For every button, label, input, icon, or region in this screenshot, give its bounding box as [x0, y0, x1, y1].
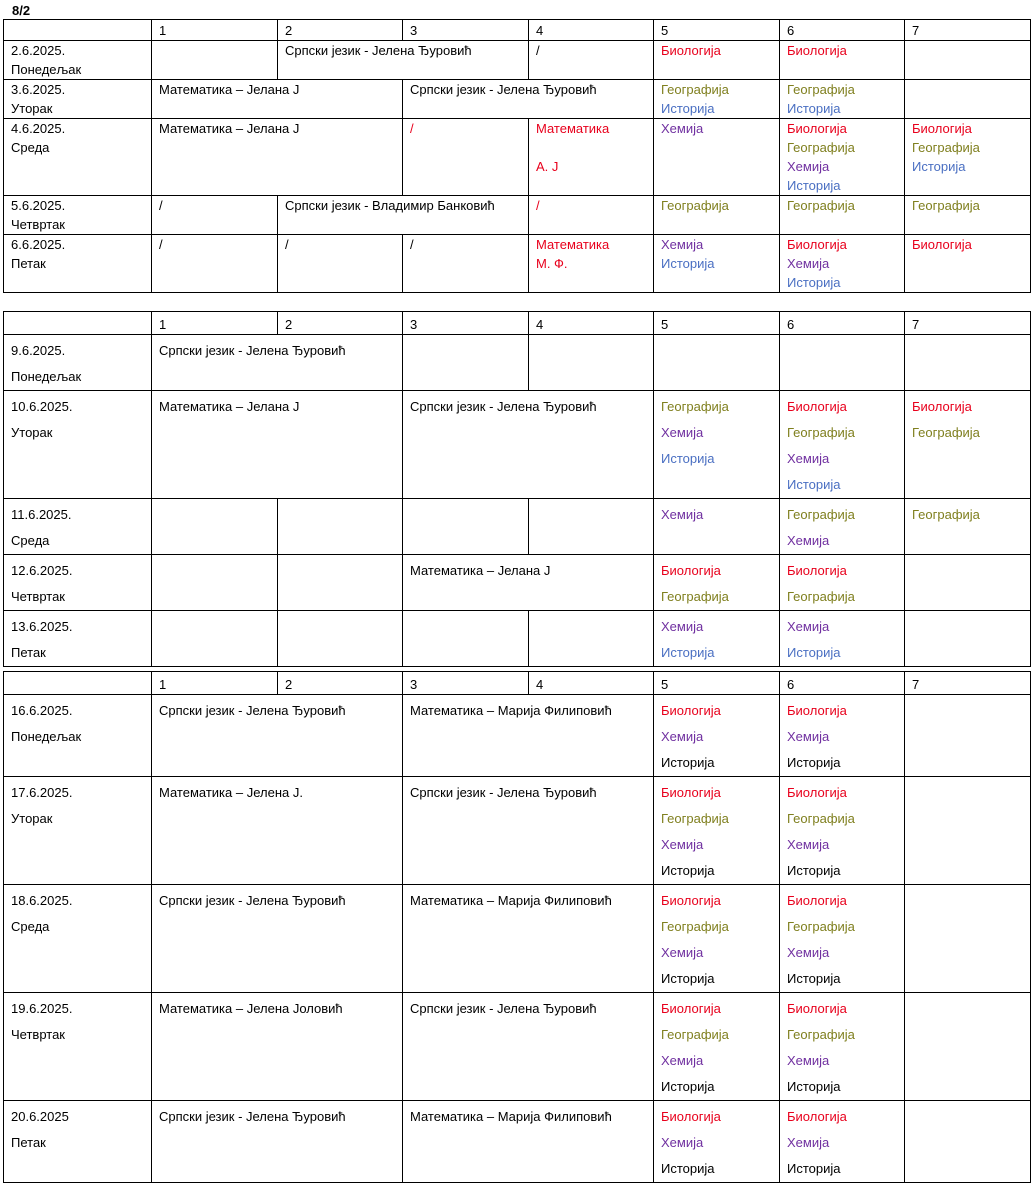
- subject-entry: Српски језик - Јелена Ђуровић: [285, 43, 472, 58]
- lesson-cell: [905, 611, 1031, 667]
- lesson-cell: [278, 555, 403, 611]
- subject-entry: /: [536, 198, 540, 213]
- period-number: 6: [780, 672, 905, 695]
- subject-entry: Математика – Марија Филиповић: [410, 1109, 612, 1124]
- subject-entry: Историја: [787, 1079, 841, 1094]
- lesson-cell: [780, 335, 905, 391]
- lesson-cell: [278, 235, 403, 293]
- subject-entry: Српски језик - Јелена Ђуровић: [410, 399, 597, 414]
- subject-entry: Хемија: [661, 121, 704, 136]
- subject-entry: Хемија: [787, 533, 830, 548]
- subject-entry: Историја: [661, 971, 715, 986]
- lesson-cell: [278, 611, 403, 667]
- subject-entry: Хемија: [787, 256, 830, 271]
- lesson-cell: [152, 80, 403, 119]
- period-number: 2: [278, 672, 403, 695]
- subject-entry: Математика – Јелана Ј: [159, 82, 300, 97]
- lesson-cell: [403, 235, 529, 293]
- weekday-label: Понедељак: [11, 729, 82, 744]
- subject-entry: Хемија: [787, 837, 830, 852]
- lesson-cell: [529, 611, 654, 667]
- subject-entry: Историја: [661, 451, 715, 466]
- period-number: 7: [905, 672, 1031, 695]
- period-number: 3: [403, 20, 529, 41]
- period-number: 3: [403, 672, 529, 695]
- subject-entry: Математика – Јелана Ј: [410, 563, 551, 578]
- subject-entry: Хемија: [787, 1053, 830, 1068]
- subject-entry: Историја: [661, 256, 715, 271]
- subject-entry: /: [410, 121, 414, 136]
- lesson-cell: [654, 119, 780, 196]
- lesson-cell: [152, 555, 278, 611]
- lesson-cell: [654, 1101, 780, 1183]
- lesson-cell: [152, 196, 278, 235]
- subject-entry: Биологија: [912, 121, 972, 136]
- subject-entry: Српски језик - Јелена Ђуровић: [159, 343, 346, 358]
- lesson-cell: [905, 499, 1031, 555]
- period-number: 4: [529, 672, 654, 695]
- day-row: [4, 499, 1031, 555]
- lesson-cell: [529, 235, 654, 293]
- subject-entry: Српски језик - Јелена Ђуровић: [159, 703, 346, 718]
- period-number: 6: [780, 20, 905, 41]
- lesson-cell: [905, 41, 1031, 80]
- subject-entry: Географија: [661, 399, 729, 414]
- lesson-cell: [780, 41, 905, 80]
- subject-entry: Биологија: [787, 237, 847, 252]
- lesson-cell: [152, 235, 278, 293]
- period-number: 5: [654, 20, 780, 41]
- lesson-cell: [654, 196, 780, 235]
- lesson-cell: [403, 555, 654, 611]
- lesson-cell: [529, 196, 654, 235]
- lesson-cell: [905, 196, 1031, 235]
- date-cell: [4, 885, 152, 993]
- lesson-cell: [905, 1101, 1031, 1183]
- date-label: 16.6.2025.: [11, 703, 73, 718]
- header-corner-cell: [4, 672, 152, 695]
- lesson-cell: [654, 993, 780, 1101]
- subject-entry: Математика – Јелана Ј: [159, 399, 300, 414]
- subject-entry: Географија: [787, 425, 855, 440]
- lesson-cell: [529, 335, 654, 391]
- subject-entry: Хемија: [787, 729, 830, 744]
- lesson-cell: [905, 885, 1031, 993]
- period-number: 2: [278, 312, 403, 335]
- date-label: 12.6.2025.: [11, 563, 73, 578]
- subject-entry: Историја: [787, 863, 841, 878]
- subject-entry: Биологија: [912, 399, 972, 414]
- date-cell: [4, 235, 152, 293]
- subject-entry: Хемија: [787, 1135, 830, 1150]
- lesson-cell: [654, 555, 780, 611]
- subject-entry: Математика – Марија Филиповић: [410, 703, 612, 718]
- subject-entry: М. Ф.: [536, 256, 568, 271]
- date-label: 17.6.2025.: [11, 785, 73, 800]
- lesson-cell: [905, 335, 1031, 391]
- lesson-cell: [152, 335, 403, 391]
- lesson-cell: [403, 499, 529, 555]
- subject-entry: Биологија: [661, 1109, 721, 1124]
- date-label: 2.6.2025.: [11, 43, 66, 58]
- subject-entry: Хемија: [661, 1135, 704, 1150]
- lesson-cell: [152, 119, 403, 196]
- lesson-cell: [654, 885, 780, 993]
- subject-entry: Географија: [661, 589, 729, 604]
- subject-entry: Српски језик - Јелена Ђуровић: [159, 893, 346, 908]
- day-row: [4, 335, 1031, 391]
- subject-entry: Хемија: [661, 237, 704, 252]
- lesson-cell: [403, 119, 529, 196]
- lesson-cell: [654, 391, 780, 499]
- subject-entry: Историја: [912, 159, 966, 174]
- lesson-cell: [403, 80, 654, 119]
- lesson-cell: [403, 777, 654, 885]
- lesson-cell: [780, 695, 905, 777]
- lesson-cell: [780, 80, 905, 119]
- lesson-cell: [905, 993, 1031, 1101]
- lesson-cell: [905, 695, 1031, 777]
- period-number: 1: [152, 312, 278, 335]
- lesson-cell: [152, 695, 403, 777]
- subject-entry: Географија: [787, 811, 855, 826]
- subject-entry: Хемија: [661, 1053, 704, 1068]
- lesson-cell: [780, 555, 905, 611]
- lesson-cell: [403, 1101, 654, 1183]
- lesson-cell: [654, 695, 780, 777]
- date-cell: [4, 499, 152, 555]
- period-header-row: [4, 312, 1031, 335]
- date-label: 18.6.2025.: [11, 893, 73, 908]
- subject-entry: Историја: [661, 1079, 715, 1094]
- subject-entry: Биологија: [912, 237, 972, 252]
- document-title: 8/2: [12, 3, 31, 18]
- lesson-cell: [529, 41, 654, 80]
- subject-entry: Биологија: [787, 399, 847, 414]
- subject-entry: Географија: [661, 82, 729, 97]
- date-label: 3.6.2025.: [11, 82, 66, 97]
- header-corner-cell: [4, 312, 152, 335]
- subject-entry: Географија: [661, 1027, 729, 1042]
- lesson-cell: [278, 196, 529, 235]
- date-label: 13.6.2025.: [11, 619, 73, 634]
- date-label: 10.6.2025.: [11, 399, 73, 414]
- subject-entry: Историја: [787, 971, 841, 986]
- lesson-cell: [780, 885, 905, 993]
- lesson-cell: [403, 695, 654, 777]
- period-number: 5: [654, 672, 780, 695]
- subject-entry: Математика – Јелана Ј: [159, 121, 300, 136]
- period-number: 6: [780, 312, 905, 335]
- subject-entry: Историја: [661, 101, 715, 116]
- subject-entry: Географија: [661, 811, 729, 826]
- period-number: 1: [152, 20, 278, 41]
- subject-entry: Математика – Јелена Ј.: [159, 785, 303, 800]
- lesson-cell: [152, 391, 403, 499]
- day-row: [4, 80, 1031, 119]
- subject-entry: Географија: [787, 589, 855, 604]
- lesson-cell: [905, 391, 1031, 499]
- lesson-cell: [780, 235, 905, 293]
- subject-entry: Биологија: [787, 43, 847, 58]
- lesson-cell: [152, 1101, 403, 1183]
- subject-entry: /: [159, 198, 163, 213]
- week-table-2: [3, 311, 1031, 667]
- day-row: [4, 391, 1031, 499]
- subject-entry: [536, 138, 646, 157]
- date-cell: [4, 993, 152, 1101]
- lesson-cell: [905, 555, 1031, 611]
- date-cell: [4, 555, 152, 611]
- day-row: [4, 196, 1031, 235]
- lesson-cell: [780, 611, 905, 667]
- date-label: 11.6.2025.: [11, 507, 72, 522]
- lesson-cell: [780, 391, 905, 499]
- lesson-cell: [152, 993, 403, 1101]
- subject-entry: Географија: [912, 507, 980, 522]
- lesson-cell: [152, 499, 278, 555]
- day-row: [4, 41, 1031, 80]
- day-row: [4, 611, 1031, 667]
- subject-entry: Историја: [661, 1161, 715, 1176]
- subject-entry: Историја: [661, 645, 715, 660]
- subject-entry: Српски језик - Јелена Ђуровић: [410, 1001, 597, 1016]
- lesson-cell: [152, 611, 278, 667]
- weekday-label: Среда: [11, 919, 50, 934]
- lesson-cell: [780, 196, 905, 235]
- subject-entry: /: [536, 43, 540, 58]
- subject-entry: Биологија: [787, 121, 847, 136]
- date-cell: [4, 695, 152, 777]
- subject-entry: Хемија: [787, 945, 830, 960]
- lesson-cell: [780, 119, 905, 196]
- date-cell: [4, 196, 152, 235]
- subject-entry: Географија: [787, 507, 855, 522]
- subject-entry: Географија: [661, 198, 729, 213]
- subject-entry: Биологија: [661, 785, 721, 800]
- lesson-cell: [529, 499, 654, 555]
- week-table-3: [3, 671, 1031, 1183]
- date-cell: [4, 80, 152, 119]
- subject-entry: Хемија: [661, 619, 704, 634]
- weekday-label: Петак: [11, 645, 46, 660]
- subject-entry: Биологија: [661, 43, 721, 58]
- lesson-cell: [278, 499, 403, 555]
- subject-entry: Биологија: [661, 1001, 721, 1016]
- period-number: 3: [403, 312, 529, 335]
- subject-entry: Географија: [661, 919, 729, 934]
- lesson-cell: [654, 41, 780, 80]
- subject-entry: Математика – Марија Филиповић: [410, 893, 612, 908]
- subject-entry: Биологија: [787, 563, 847, 578]
- lesson-cell: [780, 499, 905, 555]
- weekday-label: Уторак: [11, 811, 53, 826]
- subject-entry: Географија: [787, 198, 855, 213]
- subject-entry: Хемија: [661, 425, 704, 440]
- lesson-cell: [905, 80, 1031, 119]
- weekday-label: Петак: [11, 1135, 46, 1150]
- subject-entry: Биологија: [661, 893, 721, 908]
- period-number: 7: [905, 20, 1031, 41]
- lesson-cell: [654, 235, 780, 293]
- day-row: [4, 993, 1031, 1101]
- lesson-cell: [278, 41, 529, 80]
- weekday-label: Четвртак: [11, 1027, 65, 1042]
- period-header-row: [4, 20, 1031, 41]
- date-cell: [4, 391, 152, 499]
- lesson-cell: [152, 41, 278, 80]
- subject-entry: Историја: [661, 863, 715, 878]
- period-number: 4: [529, 20, 654, 41]
- header-corner-cell: [4, 20, 152, 41]
- subject-entry: Биологија: [661, 563, 721, 578]
- date-label: 20.6.2025: [11, 1109, 69, 1124]
- weekday-label: Среда: [11, 533, 50, 548]
- lesson-cell: [780, 1101, 905, 1183]
- subject-entry: Хемија: [661, 837, 704, 852]
- subject-entry: Биологија: [787, 1109, 847, 1124]
- lesson-cell: [654, 611, 780, 667]
- period-header-row: [4, 672, 1031, 695]
- subject-entry: Географија: [787, 82, 855, 97]
- date-label: 4.6.2025.: [11, 121, 66, 136]
- lesson-cell: [403, 611, 529, 667]
- subject-entry: Математика: [536, 237, 610, 252]
- date-cell: [4, 611, 152, 667]
- subject-entry: Историја: [787, 275, 841, 290]
- subject-entry: Хемија: [661, 729, 704, 744]
- subject-entry: Хемија: [787, 159, 830, 174]
- day-row: [4, 777, 1031, 885]
- lesson-cell: [905, 119, 1031, 196]
- subject-entry: Историја: [787, 101, 841, 116]
- subject-entry: Биологија: [661, 703, 721, 718]
- subject-entry: Хемија: [787, 451, 830, 466]
- subject-entry: Историја: [787, 178, 841, 193]
- period-number: 1: [152, 672, 278, 695]
- period-number: 2: [278, 20, 403, 41]
- day-row: [4, 1101, 1031, 1183]
- subject-entry: Српски језик - Јелена Ђуровић: [410, 785, 597, 800]
- subject-entry: Историја: [787, 1161, 841, 1176]
- lesson-cell: [654, 335, 780, 391]
- subject-entry: Биологија: [787, 703, 847, 718]
- weekday-label: Уторак: [11, 101, 53, 116]
- lesson-cell: [403, 335, 529, 391]
- lesson-cell: [654, 777, 780, 885]
- lesson-cell: [403, 391, 654, 499]
- period-number: 5: [654, 312, 780, 335]
- day-row: [4, 235, 1031, 293]
- lesson-cell: [152, 777, 403, 885]
- day-row: [4, 555, 1031, 611]
- lesson-cell: [403, 885, 654, 993]
- subject-entry: Биологија: [787, 785, 847, 800]
- subject-entry: Географија: [912, 140, 980, 155]
- weekday-label: Среда: [11, 140, 50, 155]
- weekday-label: Уторак: [11, 425, 53, 440]
- date-label: 6.6.2025.: [11, 237, 66, 252]
- weekday-label: Понедељак: [11, 62, 82, 77]
- subject-entry: А. Ј: [536, 159, 559, 174]
- subject-entry: /: [159, 237, 163, 252]
- lesson-cell: [654, 80, 780, 119]
- lesson-cell: [905, 777, 1031, 885]
- subject-entry: Биологија: [787, 893, 847, 908]
- subject-entry: Биологија: [787, 1001, 847, 1016]
- subject-entry: Хемија: [661, 507, 704, 522]
- subject-entry: Географија: [912, 425, 980, 440]
- weekday-label: Четвртак: [11, 589, 65, 604]
- subject-entry: Српски језик - Јелена Ђуровић: [410, 82, 597, 97]
- subject-entry: Историја: [787, 755, 841, 770]
- day-row: [4, 695, 1031, 777]
- subject-entry: Географија: [787, 919, 855, 934]
- subject-entry: Хемија: [787, 619, 830, 634]
- weekday-label: Четвртак: [11, 217, 65, 232]
- date-cell: [4, 777, 152, 885]
- date-label: 9.6.2025.: [11, 343, 66, 358]
- subject-entry: Хемија: [661, 945, 704, 960]
- lesson-cell: [152, 885, 403, 993]
- week-table-1: [3, 19, 1031, 293]
- lesson-cell: [780, 777, 905, 885]
- period-number: 4: [529, 312, 654, 335]
- date-cell: [4, 1101, 152, 1183]
- lesson-cell: [403, 993, 654, 1101]
- lesson-cell: [780, 993, 905, 1101]
- subject-entry: Историја: [661, 755, 715, 770]
- date-label: 5.6.2025.: [11, 198, 66, 213]
- date-cell: [4, 119, 152, 196]
- subject-entry: Математика – Јелена Јоловић: [159, 1001, 343, 1016]
- subject-entry: Српски језик - Јелена Ђуровић: [159, 1109, 346, 1124]
- period-number: 7: [905, 312, 1031, 335]
- subject-entry: /: [285, 237, 289, 252]
- day-row: [4, 119, 1031, 196]
- lesson-cell: [529, 119, 654, 196]
- weekday-label: Понедељак: [11, 369, 82, 384]
- weekday-label: Петак: [11, 256, 46, 271]
- subject-entry: Математика: [536, 121, 610, 136]
- subject-entry: Географија: [787, 140, 855, 155]
- subject-entry: Историја: [787, 477, 841, 492]
- date-label: 19.6.2025.: [11, 1001, 73, 1016]
- day-row: [4, 885, 1031, 993]
- date-cell: [4, 335, 152, 391]
- date-cell: [4, 41, 152, 80]
- subject-entry: Географија: [912, 198, 980, 213]
- lesson-cell: [905, 235, 1031, 293]
- subject-entry: /: [410, 237, 414, 252]
- lesson-cell: [654, 499, 780, 555]
- subject-entry: Историја: [787, 645, 841, 660]
- subject-entry: Српски језик - Владимир Банковић: [285, 198, 495, 213]
- subject-entry: Географија: [787, 1027, 855, 1042]
